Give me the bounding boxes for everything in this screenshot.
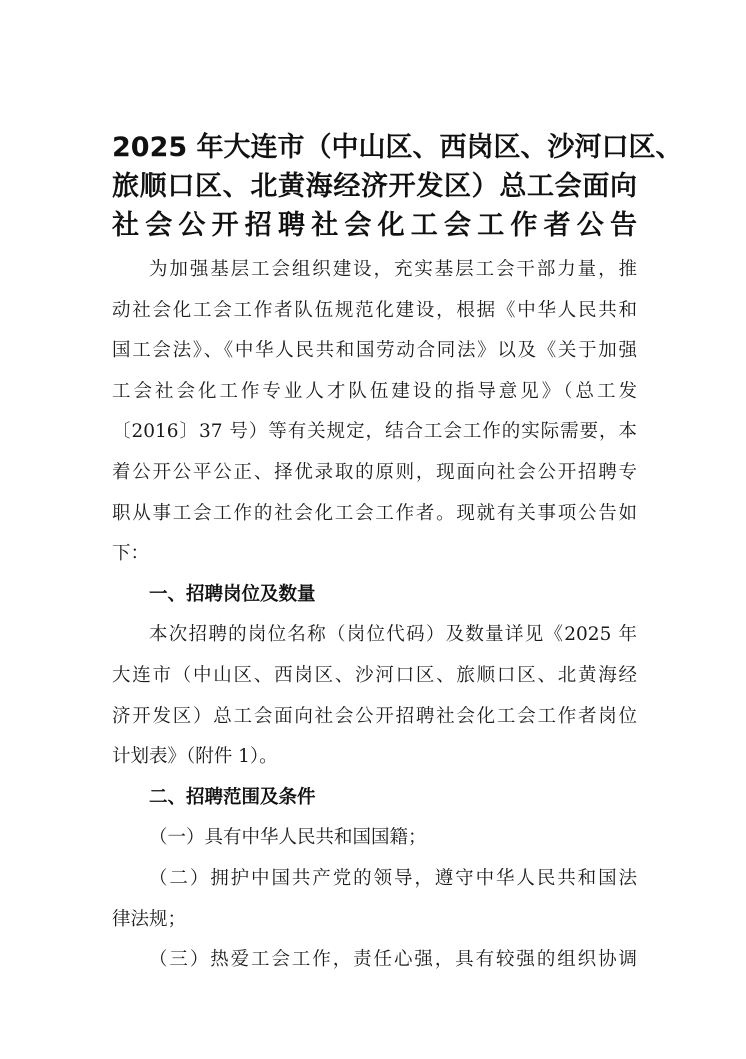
positions-line: 计划表》（附件 1）。 — [112, 746, 278, 768]
condition-item-3 — [112, 940, 637, 981]
intro-line: 〔2016〕37 号）等有关规定，结合工会工作的实际需要，本 — [112, 421, 637, 443]
intro-line: 职从事工会工作的社会化工会工作者。现就有关事项公告如 — [112, 502, 637, 524]
intro-paragraph — [112, 250, 637, 575]
title-line-1: 2025 年大连市（中山区、西岗区、沙河口区、 — [112, 132, 683, 163]
intro-line: 工会社会化工作专业人才队伍建设的指导意见》（总工发 — [112, 380, 637, 402]
section-heading-conditions: 二、招聘范围及条件 — [149, 786, 316, 808]
intro-line: 动社会化工会工作者队伍规范化建设，根据《中华人民共和 — [112, 299, 637, 321]
positions-line: 大连市（中山区、西岗区、沙河口区、旅顺口区、北黄海经 — [112, 664, 637, 686]
positions-line: 济开发区）总工会面向社会公开招聘社会化工会工作者岗位 — [112, 705, 637, 727]
condition-line: 律法规； — [112, 908, 187, 930]
document-title — [112, 128, 683, 245]
intro-line: 下： — [112, 543, 150, 565]
condition-item-1 — [112, 818, 637, 859]
condition-line: （一）具有中华人民共和国国籍； — [149, 827, 427, 849]
positions-line: 本次招聘的岗位名称（岗位代码）及数量详见《2025 年 — [149, 624, 637, 646]
condition-line: （二）拥护中国共产党的领导，遵守中华人民共和国法 — [149, 867, 637, 889]
positions-paragraph — [112, 615, 637, 777]
condition-line: （三）热爱工会工作，责任心强，具有较强的组织协调 — [149, 949, 637, 971]
title-line-2: 旅顺口区、北黄海经济开发区）总工会面向 — [112, 171, 637, 202]
condition-item-2 — [112, 859, 637, 940]
title-line-3: 社会公开招聘社会化工会工作者公告 — [112, 210, 637, 241]
intro-line: 国工会法》、《中华人民共和国劳动合同法》以及《关于加强 — [112, 340, 637, 362]
intro-line: 着公开公平公正、择优录取的原则，现面向社会公开招聘专 — [112, 461, 637, 483]
intro-line: 为加强基层工会组织建设，充实基层工会干部力量，推 — [149, 259, 637, 280]
document-body — [112, 250, 637, 981]
section-heading-positions: 一、招聘岗位及数量 — [149, 583, 316, 605]
